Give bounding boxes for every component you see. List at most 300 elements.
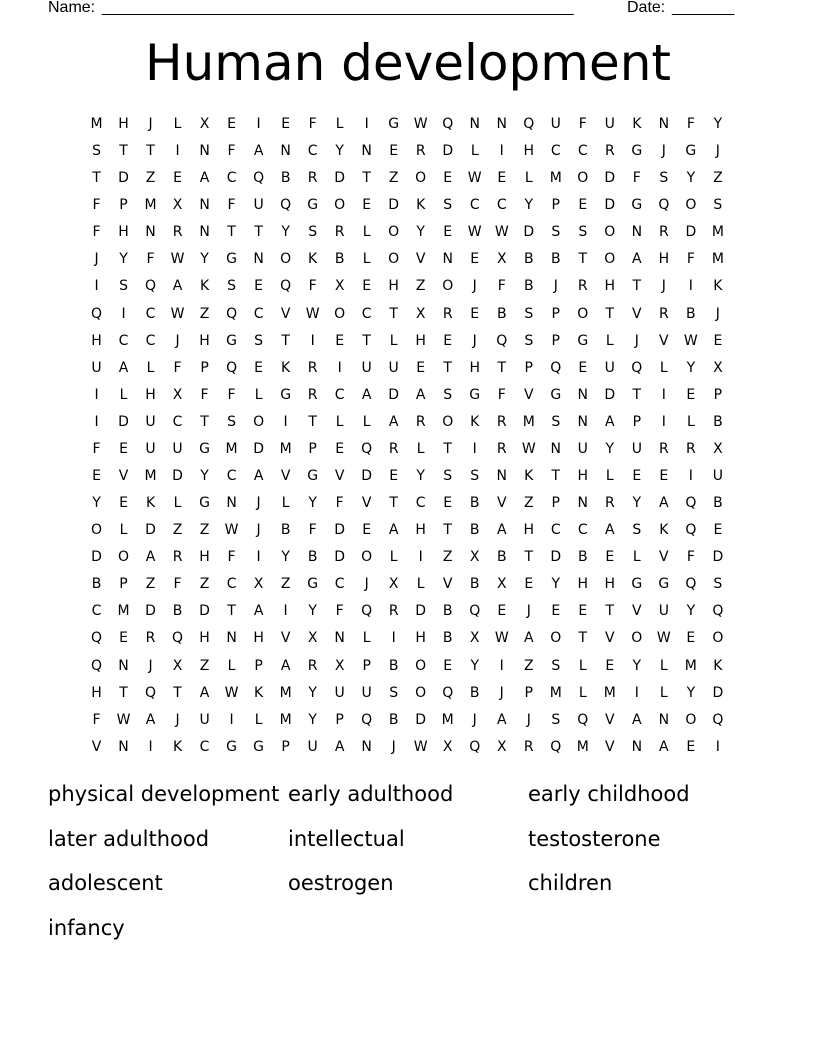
grid-letter[interactable]: P [308,440,317,457]
grid-letter[interactable]: N [361,143,372,160]
grid-letter[interactable]: G [307,197,319,214]
grid-letter[interactable]: G [388,116,400,132]
grid-letter[interactable]: P [335,711,344,728]
grid-letter[interactable]: E [524,576,534,593]
grid-letter[interactable]: R [415,413,426,430]
grid-letter[interactable]: P [281,738,290,755]
grid-letter[interactable]: H [199,549,210,566]
grid-letter[interactable]: G [631,143,643,160]
grid-letter[interactable]: M [549,170,562,187]
grid-letter[interactable]: E [443,170,453,187]
grid-letter[interactable]: F [335,495,344,512]
grid-letter[interactable]: G [469,386,481,403]
grid-letter[interactable]: E [281,116,291,132]
grid-letter[interactable]: V [659,332,669,349]
grid-letter[interactable]: D [415,603,427,620]
grid-letter[interactable]: Q [361,603,373,620]
grid-letter[interactable]: D [442,143,454,160]
grid-letter[interactable]: J [499,684,504,701]
grid-letter[interactable]: A [632,251,642,268]
grid-letter[interactable]: L [362,251,371,268]
grid-letter[interactable]: L [470,143,479,160]
grid-letter[interactable]: R [415,143,426,160]
grid-letter[interactable]: D [199,603,210,620]
grid-letter[interactable]: T [443,522,452,539]
grid-letter[interactable]: A [334,738,345,755]
grid-letter[interactable]: Q [577,711,589,728]
grid-letter[interactable]: B [469,522,480,539]
grid-letter[interactable]: T [281,332,290,349]
grid-letter[interactable]: E [686,630,696,647]
grid-letter[interactable]: N [577,495,589,512]
grid-letter[interactable]: E [443,657,453,674]
grid-letter[interactable]: B [388,657,399,674]
grid-letter[interactable]: U [361,684,372,701]
grid-letter[interactable]: V [659,549,669,566]
grid-letter[interactable]: B [469,495,480,512]
grid-letter[interactable]: Q [172,630,184,647]
grid-letter[interactable]: Z [415,278,426,295]
grid-letter[interactable]: A [145,549,156,566]
grid-letter[interactable]: W [170,251,185,268]
grid-letter[interactable]: X [172,386,183,403]
grid-letter[interactable]: Y [713,116,723,132]
grid-letter[interactable]: I [715,738,720,755]
grid-letter[interactable]: K [199,278,210,295]
grid-letter[interactable]: N [199,143,210,160]
grid-letter[interactable]: E [173,170,182,187]
grid-letter[interactable]: Y [524,197,534,214]
grid-letter[interactable]: H [577,576,589,593]
grid-letter[interactable]: D [334,170,346,187]
grid-letter[interactable]: G [226,738,238,755]
grid-letter[interactable]: T [605,603,615,620]
grid-letter[interactable]: D [712,684,724,701]
grid-letter[interactable]: R [658,305,669,322]
grid-letter[interactable]: A [388,522,399,539]
grid-letter[interactable]: N [145,224,156,241]
grid-letter[interactable]: E [551,603,561,620]
grid-letter[interactable]: E [713,332,723,349]
grid-letter[interactable]: G [226,332,238,349]
grid-letter[interactable]: Q [469,603,481,620]
grid-letter[interactable]: P [524,359,533,376]
grid-letter[interactable]: U [361,359,372,376]
grid-letter[interactable]: U [307,738,318,755]
grid-letter[interactable]: V [496,495,507,512]
grid-letter[interactable]: H [604,576,616,593]
grid-letter[interactable]: B [280,522,291,539]
grid-letter[interactable]: C [307,143,318,160]
grid-letter[interactable]: X [496,251,507,268]
grid-letter[interactable]: V [415,251,426,268]
grid-letter[interactable]: F [200,386,209,403]
grid-letter[interactable]: V [605,711,615,728]
grid-letter[interactable]: G [199,495,210,512]
grid-letter[interactable]: X [469,549,480,566]
grid-letter[interactable]: T [254,224,263,241]
grid-letter[interactable]: M [279,684,292,701]
grid-letter[interactable]: Q [550,738,562,755]
grid-letter[interactable]: J [526,711,531,728]
grid-letter[interactable]: B [307,549,318,566]
grid-letter[interactable]: B [713,413,723,430]
grid-letter[interactable]: T [443,359,452,376]
grid-letter[interactable]: I [688,278,693,295]
grid-letter[interactable]: E [92,468,101,485]
grid-letter[interactable]: K [713,657,723,674]
grid-letter[interactable]: O [577,170,589,187]
grid-letter[interactable]: X [496,738,507,755]
grid-letter[interactable]: W [305,305,320,322]
grid-letter[interactable]: D [523,224,535,241]
grid-letter[interactable]: N [496,468,507,485]
grid-letter[interactable]: E [578,359,588,376]
grid-letter[interactable]: E [335,332,345,349]
name-field[interactable]: _____________________________________________________ [102,0,574,16]
grid-letter[interactable]: Q [361,711,373,728]
grid-letter[interactable]: C [226,170,237,187]
grid-letter[interactable]: L [659,359,668,376]
grid-letter[interactable]: A [496,522,507,539]
grid-letter[interactable]: L [281,495,290,512]
grid-letter[interactable]: N [226,630,237,647]
grid-letter[interactable]: B [91,576,102,593]
grid-letter[interactable]: O [334,197,346,214]
grid-letter[interactable]: E [362,197,372,214]
grid-letter[interactable]: R [145,630,156,647]
grid-letter[interactable]: B [469,576,480,593]
grid-letter[interactable]: Y [92,495,101,512]
grid-letter[interactable]: G [253,738,265,755]
grid-letter[interactable]: M [576,738,589,755]
grid-letter[interactable]: O [388,251,400,268]
grid-letter[interactable]: C [226,468,237,485]
grid-letter[interactable]: L [254,711,263,728]
grid-letter[interactable]: P [200,359,209,376]
grid-letter[interactable]: F [173,359,182,376]
grid-letter[interactable]: H [199,630,210,647]
grid-letter[interactable]: D [604,386,616,403]
grid-letter[interactable]: N [442,251,453,268]
grid-letter[interactable]: X [713,359,723,376]
grid-letter[interactable]: E [632,468,642,485]
grid-letter[interactable]: X [334,657,345,674]
grid-letter[interactable]: I [310,332,315,349]
grid-letter[interactable]: S [443,386,453,403]
grid-letter[interactable]: O [388,224,400,241]
grid-letter[interactable]: H [604,278,616,295]
grid-letter[interactable]: N [361,738,372,755]
grid-letter[interactable]: V [605,738,615,755]
grid-letter[interactable]: B [442,630,453,647]
grid-letter[interactable]: T [632,278,642,295]
grid-letter[interactable]: D [388,386,400,403]
grid-letter[interactable]: A [172,278,183,295]
grid-letter[interactable]: B [523,278,534,295]
grid-letter[interactable]: F [92,224,101,241]
grid-letter[interactable]: M [225,440,238,457]
grid-letter[interactable]: K [470,413,480,430]
grid-letter[interactable]: Y [632,495,642,512]
grid-letter[interactable]: F [497,386,506,403]
grid-letter[interactable]: C [118,332,129,349]
grid-letter[interactable]: N [334,630,345,647]
grid-letter[interactable]: R [496,413,507,430]
grid-letter[interactable]: K [524,468,534,485]
grid-letter[interactable]: J [661,278,666,295]
grid-letter[interactable]: C [226,576,237,593]
grid-letter[interactable]: E [416,359,426,376]
grid-letter[interactable]: W [413,738,428,755]
grid-letter[interactable]: J [364,576,369,593]
grid-letter[interactable]: F [335,603,344,620]
grid-letter[interactable]: R [307,359,318,376]
grid-letter[interactable]: Q [658,197,670,214]
grid-letter[interactable]: W [116,711,131,728]
grid-letter[interactable]: Z [199,522,210,539]
grid-letter[interactable]: V [632,603,642,620]
grid-letter[interactable]: W [170,305,185,322]
grid-letter[interactable]: Y [308,684,317,701]
grid-letter[interactable]: A [118,359,129,376]
grid-letter[interactable]: C [577,522,588,539]
grid-letter[interactable]: S [551,657,561,674]
grid-letter[interactable]: S [524,305,534,322]
grid-letter[interactable]: N [118,657,129,674]
grid-letter[interactable]: I [94,278,99,295]
grid-letter[interactable]: F [686,251,695,268]
grid-letter[interactable]: K [254,684,264,701]
grid-letter[interactable]: E [443,495,453,512]
grid-letter[interactable]: T [389,495,398,512]
grid-letter[interactable]: K [632,116,642,132]
grid-letter[interactable]: H [658,251,670,268]
grid-letter[interactable]: O [442,413,454,430]
grid-letter[interactable]: A [253,143,264,160]
grid-letter[interactable]: B [523,251,534,268]
grid-letter[interactable]: Y [281,224,290,241]
grid-letter[interactable]: Y [470,657,479,674]
grid-letter[interactable]: T [578,630,588,647]
grid-letter[interactable]: O [577,305,589,322]
grid-letter[interactable]: G [280,386,292,403]
grid-letter[interactable]: C [496,197,507,214]
grid-letter[interactable]: L [173,495,182,512]
grid-letter[interactable]: J [472,278,477,295]
grid-letter[interactable]: Y [119,251,128,268]
grid-letter[interactable]: M [144,197,157,214]
grid-letter[interactable]: D [91,549,102,566]
grid-letter[interactable]: M [711,224,724,241]
grid-letter[interactable]: O [118,549,130,566]
grid-letter[interactable]: G [658,576,670,593]
grid-letter[interactable]: C [361,305,372,322]
grid-letter[interactable]: L [659,657,668,674]
grid-letter[interactable]: Q [442,684,454,701]
grid-letter[interactable]: U [631,440,642,457]
grid-letter[interactable]: H [388,278,399,295]
grid-letter[interactable]: D [145,522,156,539]
grid-letter[interactable]: H [199,332,210,349]
grid-letter[interactable]: E [578,603,588,620]
grid-letter[interactable]: J [148,116,153,132]
grid-letter[interactable]: Z [388,170,399,187]
grid-letter[interactable]: H [523,143,535,160]
grid-letter[interactable]: X [172,657,183,674]
grid-letter[interactable]: I [94,386,99,403]
grid-letter[interactable]: B [334,251,345,268]
grid-letter[interactable]: A [145,711,156,728]
grid-letter[interactable]: O [712,630,724,647]
grid-letter[interactable]: Y [686,684,696,701]
grid-letter[interactable]: I [121,305,126,322]
grid-letter[interactable]: W [224,684,239,701]
grid-letter[interactable]: A [253,468,264,485]
grid-letter[interactable]: U [172,440,183,457]
grid-letter[interactable]: A [659,738,669,755]
grid-letter[interactable]: L [578,684,587,701]
grid-letter[interactable]: H [118,116,129,132]
grid-letter[interactable]: F [686,549,695,566]
grid-letter[interactable]: P [119,576,128,593]
grid-letter[interactable]: E [389,143,399,160]
grid-letter[interactable]: Y [686,359,696,376]
grid-letter[interactable]: U [199,711,210,728]
grid-letter[interactable]: B [713,495,723,512]
grid-letter[interactable]: A [496,711,507,728]
grid-letter[interactable]: L [389,332,398,349]
grid-letter[interactable]: S [254,332,264,349]
grid-letter[interactable]: B [686,305,696,322]
grid-letter[interactable]: F [173,576,182,593]
grid-letter[interactable]: C [550,522,561,539]
grid-letter[interactable]: V [442,576,453,593]
grid-letter[interactable]: R [496,440,507,457]
grid-letter[interactable]: K [713,278,723,295]
grid-letter[interactable]: Y [632,657,642,674]
grid-letter[interactable]: P [551,197,560,214]
grid-letter[interactable]: E [713,522,723,539]
grid-letter[interactable]: O [631,630,643,647]
grid-letter[interactable]: J [94,251,99,268]
grid-letter[interactable]: F [686,116,695,132]
grid-letter[interactable]: I [688,468,693,485]
grid-letter[interactable]: B [577,549,588,566]
grid-letter[interactable]: V [334,468,345,485]
grid-letter[interactable]: L [173,116,182,132]
grid-letter[interactable]: L [524,170,533,187]
grid-letter[interactable]: C [145,332,156,349]
grid-letter[interactable]: S [470,468,480,485]
grid-letter[interactable]: R [388,603,399,620]
grid-letter[interactable]: Q [280,197,292,214]
grid-letter[interactable]: X [388,576,399,593]
grid-letter[interactable]: N [577,413,589,430]
grid-letter[interactable]: T [227,603,236,620]
grid-letter[interactable]: H [91,332,102,349]
grid-letter[interactable]: Z [280,576,291,593]
grid-letter[interactable]: S [308,224,318,241]
grid-letter[interactable]: C [334,386,345,403]
grid-letter[interactable]: S [551,711,561,728]
grid-letter[interactable]: R [577,278,588,295]
grid-letter[interactable]: G [550,386,562,403]
grid-letter[interactable]: X [253,576,264,593]
grid-letter[interactable]: O [604,251,616,268]
grid-letter[interactable]: R [442,305,453,322]
grid-letter[interactable]: Q [90,305,103,322]
grid-letter[interactable]: F [227,143,236,160]
grid-letter[interactable]: X [415,305,426,322]
grid-letter[interactable]: J [472,332,477,349]
grid-letter[interactable]: Q [90,630,103,647]
grid-letter[interactable]: E [659,468,669,485]
grid-letter[interactable]: F [92,711,101,728]
grid-letter[interactable]: N [577,386,589,403]
grid-letter[interactable]: T [119,684,128,701]
grid-letter[interactable]: P [632,413,642,430]
grid-letter[interactable]: K [659,522,669,539]
grid-letter[interactable]: Q [685,495,697,512]
grid-letter[interactable]: Z [199,576,210,593]
grid-letter[interactable]: Q [361,440,373,457]
grid-letter[interactable]: N [658,116,670,132]
grid-letter[interactable]: I [418,549,423,566]
grid-letter[interactable]: J [175,711,180,728]
grid-letter[interactable]: H [253,630,264,647]
grid-letter[interactable]: L [362,224,371,241]
grid-letter[interactable]: O [280,251,292,268]
grid-letter[interactable]: Y [281,549,290,566]
grid-letter[interactable]: Y [200,468,209,485]
grid-letter[interactable]: D [712,549,724,566]
grid-letter[interactable]: F [497,278,506,295]
grid-letter[interactable]: W [224,522,239,539]
grid-letter[interactable]: E [119,440,128,457]
grid-letter[interactable]: F [308,116,317,132]
grid-letter[interactable]: L [362,630,371,647]
grid-letter[interactable]: U [388,359,399,376]
grid-letter[interactable]: U [712,468,723,485]
grid-letter[interactable]: C [469,197,480,214]
grid-letter[interactable]: R [172,549,183,566]
grid-letter[interactable]: C [253,305,264,322]
grid-letter[interactable]: R [334,224,345,241]
grid-letter[interactable]: Q [523,116,535,132]
grid-letter[interactable]: G [226,251,238,268]
grid-letter[interactable]: L [227,657,236,674]
grid-letter[interactable]: T [551,468,561,485]
grid-letter[interactable]: S [632,522,642,539]
grid-letter[interactable]: R [658,440,669,457]
grid-letter[interactable]: U [604,359,615,376]
grid-letter[interactable]: D [550,549,562,566]
grid-letter[interactable]: C [577,143,588,160]
grid-letter[interactable]: N [118,738,129,755]
grid-letter[interactable]: D [172,468,183,485]
grid-letter[interactable]: O [550,630,562,647]
grid-letter[interactable]: I [661,413,666,430]
grid-letter[interactable]: F [308,278,317,295]
grid-letter[interactable]: H [91,684,102,701]
grid-letter[interactable]: V [280,630,291,647]
grid-letter[interactable]: S [551,413,561,430]
grid-letter[interactable]: W [656,630,671,647]
grid-letter[interactable]: S [713,576,723,593]
grid-letter[interactable]: H [469,359,480,376]
grid-letter[interactable]: Z [145,170,156,187]
